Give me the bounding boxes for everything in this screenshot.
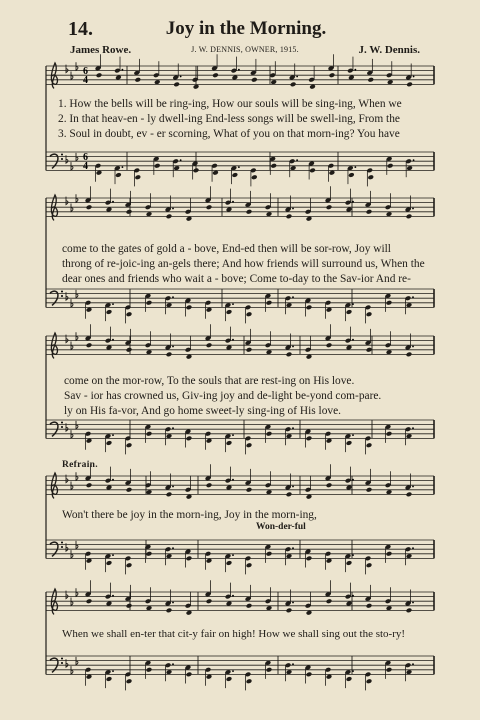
notehead xyxy=(126,678,133,684)
dot xyxy=(292,547,294,549)
notehead xyxy=(126,347,133,353)
notehead xyxy=(206,482,213,488)
notehead xyxy=(326,204,333,210)
notehead xyxy=(246,603,253,609)
lyricist: James Rowe. xyxy=(70,44,132,56)
verse1-line3: come on the mor-row, To the souls that are rest-ing on His love. xyxy=(64,375,355,387)
notehead xyxy=(146,431,153,437)
dot xyxy=(112,303,114,305)
notehead xyxy=(251,77,258,83)
bass-clef-dot xyxy=(61,295,63,297)
notehead xyxy=(346,560,353,566)
dot xyxy=(232,303,234,305)
notehead xyxy=(367,174,374,180)
notehead xyxy=(86,482,93,488)
notehead xyxy=(306,556,313,562)
notehead xyxy=(166,214,173,220)
verse3-line1: 3. Soul in doubt, ev - er scorning, What of you on that morn-ing? You have xyxy=(58,128,400,140)
bass-clef-dot xyxy=(61,658,63,660)
notehead xyxy=(386,667,393,673)
notehead xyxy=(126,487,133,493)
dot xyxy=(412,486,414,488)
notehead xyxy=(386,300,393,306)
dot xyxy=(172,486,174,488)
notehead xyxy=(186,305,193,311)
hymn-number: 14. xyxy=(68,18,93,40)
dot xyxy=(232,554,234,556)
notehead xyxy=(126,562,133,568)
dot xyxy=(238,69,240,71)
verse1-line2: come to the gates of gold a - bove, End-ed then will be sor-row, Joy will xyxy=(62,243,391,255)
notehead xyxy=(126,209,133,215)
dot xyxy=(413,159,415,161)
dot xyxy=(292,427,294,429)
notehead xyxy=(366,442,373,448)
dot xyxy=(172,663,174,665)
notehead xyxy=(286,492,293,498)
dot xyxy=(172,346,174,348)
notehead xyxy=(346,440,353,446)
dot xyxy=(292,208,294,210)
dot xyxy=(232,434,234,436)
notehead xyxy=(366,347,373,353)
dot xyxy=(412,602,414,604)
notehead xyxy=(86,204,93,210)
notehead xyxy=(346,309,353,315)
verse2-line3: Sav - ior has crowned us, Giv-ing joy and de-light be-yond com-pare. xyxy=(64,390,382,402)
bass-clef-dot xyxy=(61,542,63,544)
notehead xyxy=(246,311,253,317)
dot xyxy=(172,208,174,210)
verse3-line3: ly on His fa-vor, And go home sweet-ly sing-ing of His love. xyxy=(64,405,341,417)
notehead xyxy=(146,667,153,673)
treble-clef-icon xyxy=(51,195,57,220)
dot xyxy=(112,201,114,203)
notehead xyxy=(309,168,316,174)
dot xyxy=(232,201,234,203)
treble-clef-icon xyxy=(51,63,57,88)
notehead xyxy=(306,672,313,678)
notehead xyxy=(226,676,233,682)
dot xyxy=(412,208,414,210)
dot xyxy=(352,554,354,556)
dot xyxy=(112,670,114,672)
dot xyxy=(292,486,294,488)
notehead xyxy=(226,309,233,315)
notehead xyxy=(266,431,273,437)
bass-clef-dot xyxy=(61,158,63,160)
notehead xyxy=(173,82,180,88)
notehead xyxy=(246,442,253,448)
notehead xyxy=(146,300,153,306)
bass-clef-dot xyxy=(61,154,63,156)
notehead xyxy=(251,174,258,180)
notehead xyxy=(326,482,333,488)
notehead xyxy=(226,440,233,446)
notehead xyxy=(146,551,153,557)
dot xyxy=(232,479,234,481)
notehead xyxy=(306,305,313,311)
notehead xyxy=(366,487,373,493)
notehead xyxy=(246,678,253,684)
dot xyxy=(112,339,114,341)
notehead xyxy=(346,676,353,682)
notehead xyxy=(96,72,103,78)
dot xyxy=(112,595,114,597)
dot xyxy=(292,663,294,665)
dot xyxy=(352,670,354,672)
verse2-line2: throng of re-joic-ing an-gels there; And how friends will surround us, When the xyxy=(62,258,425,270)
notehead xyxy=(135,174,142,180)
refrain-line: Won't there be joy in the morn-ing, Joy in the morn-ing, xyxy=(62,509,317,521)
composer: J. W. Dennis. xyxy=(358,44,420,56)
notehead xyxy=(115,172,122,178)
notehead xyxy=(286,608,293,614)
time-signature-bottom: 4 xyxy=(83,161,88,172)
time-signature-top: 6 xyxy=(83,66,88,77)
refrain-echo: Won-der-ful xyxy=(256,522,306,532)
notehead xyxy=(348,172,355,178)
hymn-title: Joy in the Morning. xyxy=(165,18,327,39)
notehead xyxy=(206,598,213,604)
dot xyxy=(412,547,414,549)
dot xyxy=(112,434,114,436)
treble-clef-icon xyxy=(51,333,57,358)
notehead xyxy=(266,551,273,557)
treble-clef-icon xyxy=(51,589,57,614)
notehead xyxy=(286,352,293,358)
notehead xyxy=(326,598,333,604)
dot xyxy=(180,76,182,78)
dot xyxy=(292,296,294,298)
dot xyxy=(122,69,124,71)
treble-clef-icon xyxy=(51,473,57,498)
dot xyxy=(292,346,294,348)
notehead xyxy=(126,311,133,317)
bass-clef-dot xyxy=(61,291,63,293)
notehead xyxy=(386,431,393,437)
notehead xyxy=(366,209,373,215)
notehead xyxy=(286,214,293,220)
time-signature-top: 6 xyxy=(83,152,88,163)
notehead xyxy=(246,209,253,215)
verse1-line1: 1. How the bells will be ring-ing, How our souls will be sing-ing, When we xyxy=(58,98,402,110)
verse3-line2: dear ones and friends who wait a - bove; Come to-day to the Sav-ior And re- xyxy=(62,273,411,285)
notehead xyxy=(366,678,373,684)
notehead xyxy=(135,77,142,83)
notehead xyxy=(246,487,253,493)
dot xyxy=(413,76,415,78)
copyright-owner: J. W. DENNIS, OWNER, 1915. xyxy=(191,45,299,54)
notehead xyxy=(266,300,273,306)
dot xyxy=(352,339,354,341)
notehead xyxy=(306,436,313,442)
notehead xyxy=(186,672,193,678)
bass-clef-dot xyxy=(61,546,63,548)
notehead xyxy=(166,352,173,358)
notehead xyxy=(154,163,161,169)
notehead xyxy=(406,214,413,220)
dot xyxy=(232,670,234,672)
notehead xyxy=(326,342,333,348)
dot xyxy=(172,602,174,604)
notehead xyxy=(126,442,133,448)
notehead xyxy=(166,492,173,498)
notehead xyxy=(106,560,113,566)
dot xyxy=(412,296,414,298)
dot xyxy=(112,554,114,556)
notehead xyxy=(186,436,193,442)
notehead xyxy=(106,440,113,446)
bass-clef-dot xyxy=(61,426,63,428)
notehead xyxy=(406,492,413,498)
notehead xyxy=(266,667,273,673)
dot xyxy=(172,547,174,549)
dot xyxy=(112,479,114,481)
notehead xyxy=(206,342,213,348)
refrain-label: Refrain. xyxy=(62,460,98,470)
dot xyxy=(412,346,414,348)
dot xyxy=(122,166,124,168)
dot xyxy=(180,159,182,161)
bass-clef-dot xyxy=(61,422,63,424)
dot xyxy=(352,479,354,481)
notehead xyxy=(126,603,133,609)
notehead xyxy=(270,163,277,169)
notehead xyxy=(246,562,253,568)
notehead xyxy=(166,608,173,614)
notehead xyxy=(246,347,253,353)
time-signature-bottom: 4 xyxy=(83,75,88,86)
dot xyxy=(412,427,414,429)
dot xyxy=(292,602,294,604)
dot xyxy=(232,339,234,341)
notehead xyxy=(86,598,93,604)
notehead xyxy=(406,352,413,358)
dot xyxy=(296,159,298,161)
notehead xyxy=(329,72,336,78)
dot xyxy=(352,595,354,597)
notehead xyxy=(366,603,373,609)
notehead xyxy=(386,551,393,557)
dot xyxy=(172,427,174,429)
dot xyxy=(412,663,414,665)
dot xyxy=(352,201,354,203)
dot xyxy=(354,69,356,71)
notehead xyxy=(86,342,93,348)
dot xyxy=(296,76,298,78)
bass-clef-dot xyxy=(61,662,63,664)
dot xyxy=(238,166,240,168)
notehead xyxy=(366,311,373,317)
dot xyxy=(232,595,234,597)
notehead xyxy=(387,163,394,169)
notehead xyxy=(193,168,200,174)
system5-line: When we shall en-ter that cit-y fair on high! How we shall sing out the sto-ry! xyxy=(62,628,406,640)
dot xyxy=(352,303,354,305)
notehead xyxy=(406,82,413,88)
notehead xyxy=(290,82,297,88)
dot xyxy=(172,296,174,298)
notehead xyxy=(406,608,413,614)
notehead xyxy=(367,77,374,83)
dot xyxy=(352,434,354,436)
notehead xyxy=(206,204,213,210)
verse2-line1: 2. In that heav-en - ly dwell-ing End-less songs will be swell-ing, From the xyxy=(58,113,400,125)
notehead xyxy=(106,309,113,315)
notehead xyxy=(226,560,233,566)
notehead xyxy=(232,172,239,178)
notehead xyxy=(106,676,113,682)
notehead xyxy=(212,72,219,78)
dot xyxy=(354,166,356,168)
notehead xyxy=(186,556,193,562)
notehead xyxy=(366,562,373,568)
